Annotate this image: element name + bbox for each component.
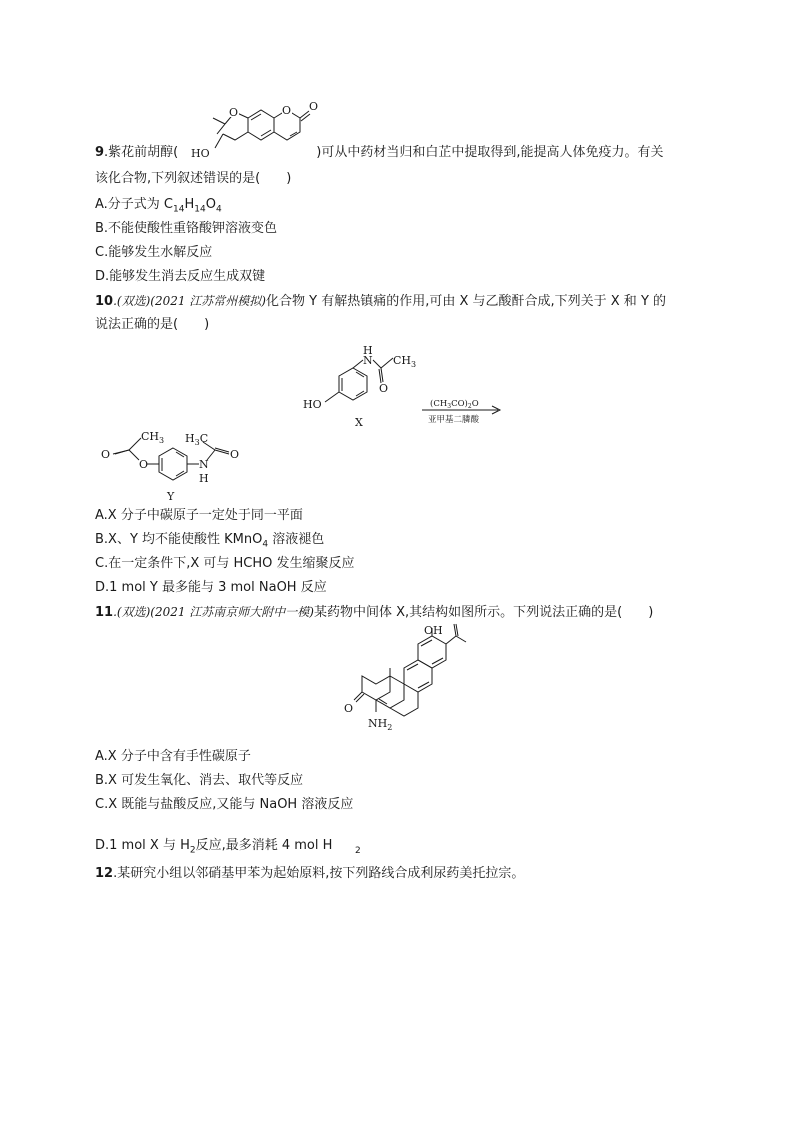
question-number: 12 (95, 866, 114, 881)
q10-structure-x (295, 340, 425, 430)
y-label-ch3: $CH_3$ (141, 430, 165, 445)
q9-stem-line2: 该化合物,下列叙述错误的是( ) (95, 171, 292, 186)
reagent-top: $(CH_3CO)_2O$ (430, 399, 479, 410)
q9-label-o1: O (229, 106, 239, 119)
y-label-o-amide: O (230, 448, 240, 461)
y-compound-label: Y (167, 490, 175, 503)
q11-source-tag: .(双选)(2021 江苏南京师大附中一模) (113, 605, 314, 619)
x-label-o: O (379, 382, 389, 395)
q10-option-c: C.在一定条件下,X 可与 HCHO 发生缩聚反应 (95, 556, 355, 571)
y-label-h3c: $H_3C$ (185, 432, 209, 447)
q9-structure-diagram (185, 94, 325, 164)
q11-structure-diagram (340, 624, 470, 743)
q9-stem-suffix: )可从中药材当归和白芷中提取得到,能提高人体免疫力。有关 (316, 145, 664, 160)
q11-label-nh2: $NH_2$ (368, 717, 393, 732)
q11-stem-text: 某药物中间体 X,其结构如图所示。下列说法正确的是( ) (314, 605, 654, 620)
q11-stray-subscript: 2 (355, 846, 361, 856)
q9-option-d: D.能够发生消去反应生成双键 (95, 269, 266, 284)
q10-stem-line2: 说法正确的是( ) (95, 317, 210, 332)
q11-option-d: D.1 mol X 与 $H_2$反应,最多消耗 4 mol H (95, 838, 333, 856)
q11-stem-line1 (95, 604, 653, 621)
q9-label-o3: O (309, 100, 319, 113)
q9-option-b: B.不能使酸性重铬酸钾溶液变色 (95, 221, 278, 236)
reagent-bottom: 亚甲基二膦酸 (428, 415, 480, 425)
question-number: 9 (95, 145, 105, 160)
q11-label-o: O (344, 702, 354, 715)
q11-label-oh: OH (424, 624, 443, 637)
q12-stem-text: .某研究小组以邻硝基甲苯为起始原料,按下列路线合成利尿药美托拉宗。 (113, 866, 525, 881)
q11-option-b: B.X 可发生氧化、消去、取代等反应 (95, 773, 304, 788)
y-label-n: N (199, 458, 209, 471)
q9-option-c: C.能够发生水解反应 (95, 245, 213, 260)
y-label-o-ester: O (139, 458, 149, 471)
q10-source-tag: .(双选)(2021 江苏常州模拟) (113, 294, 266, 308)
q12-stem (95, 866, 524, 882)
q9-stem-line1 (95, 145, 663, 161)
y-label-o-carbonyl: O (101, 448, 111, 461)
question-number: 10 (95, 294, 114, 309)
x-label-ch3: $CH_3$ (393, 354, 417, 369)
question-number: 11 (95, 605, 114, 620)
q11-option-a: A.X 分子中含有手性碳原子 (95, 749, 251, 764)
x-label-ho: HO (303, 398, 322, 411)
q10-option-b: B.X、Y 均不能使酸性 KMnO$_4$ 溶液褪色 (95, 532, 325, 550)
q11-option-c: C.X 既能与盐酸反应,又能与 NaOH 溶液反应 (95, 797, 354, 812)
q10-stem-line1 (95, 293, 666, 310)
x-compound-label: X (355, 416, 363, 429)
q9-label-oh: HO (191, 147, 210, 160)
q10-option-a: A.X 分子中碳原子一定处于同一平面 (95, 508, 303, 523)
q10-option-d: D.1 mol Y 最多能与 3 mol NaOH 反应 (95, 580, 327, 595)
x-label-h: H (363, 344, 373, 357)
y-label-h: H (199, 472, 209, 485)
q9-stem-prefix: .紫花前胡醇( (104, 145, 179, 160)
q10-structure-y (95, 430, 255, 505)
q10-stem-text: 化合物 Y 有解热镇痛的作用,可由 X 与乙酸酐合成,下列关于 X 和 Y 的 (266, 294, 667, 309)
q10-reaction-arrow (420, 396, 510, 426)
x-label-n: N (363, 354, 373, 367)
q9-label-o2: O (282, 104, 292, 117)
q9-option-a: A.分子式为 $C_{14}H_{14}O_4$ (95, 197, 222, 215)
